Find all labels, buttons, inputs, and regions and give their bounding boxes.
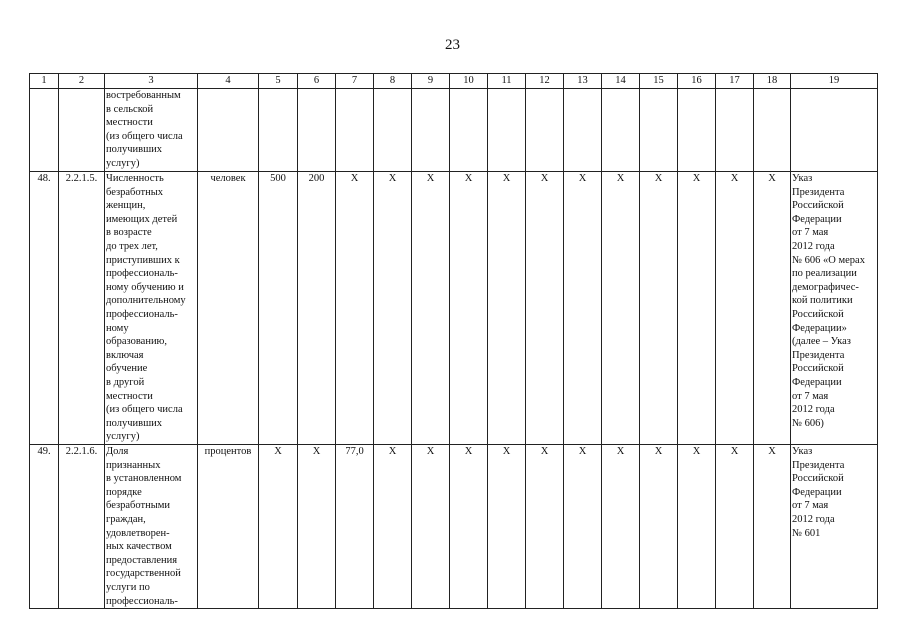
header-cell: 8	[374, 74, 412, 89]
legal-basis-cell: Указ Президента Российской Федерации от 7 мая 2012 года № 601	[791, 445, 878, 609]
value-cell	[374, 89, 412, 172]
value-cell: X	[640, 172, 678, 445]
value-cell: X	[450, 172, 488, 445]
header-cell: 4	[198, 74, 259, 89]
legal-basis-cell	[791, 89, 878, 172]
value-cell: X	[754, 172, 791, 445]
value-cell: 77,0	[336, 445, 374, 609]
value-cell	[640, 89, 678, 172]
indicator-name-cell: Численность безработных женщин, имеющих детей в возрасте до трех лет, приступивших к профессиональ- ному обучению и дополнительному профессиональ- ному образованию, включая обучение в другой местности (из общего числа получивших услугу)	[105, 172, 198, 445]
value-cell: X	[298, 445, 336, 609]
value-cell	[259, 89, 298, 172]
header-cell: 7	[336, 74, 374, 89]
value-cell	[754, 89, 791, 172]
value-cell	[716, 89, 754, 172]
value-cell: X	[412, 172, 450, 445]
value-cell: X	[640, 445, 678, 609]
row-number-cell	[30, 89, 59, 172]
row-code-cell: 2.2.1.6.	[59, 445, 105, 609]
value-cell: X	[678, 172, 716, 445]
value-cell: X	[678, 445, 716, 609]
header-cell: 13	[564, 74, 602, 89]
header-cell: 17	[716, 74, 754, 89]
header-row	[30, 74, 878, 89]
row-number-cell: 48.	[30, 172, 59, 445]
header-cell: 11	[488, 74, 526, 89]
value-cell: X	[754, 445, 791, 609]
header-cell: 14	[602, 74, 640, 89]
header-cell: 3	[105, 74, 198, 89]
table-row	[30, 89, 878, 172]
value-cell: X	[259, 445, 298, 609]
unit-cell	[198, 89, 259, 172]
value-cell	[526, 89, 564, 172]
value-cell: X	[412, 445, 450, 609]
unit-cell: процентов	[198, 445, 259, 609]
value-cell	[412, 89, 450, 172]
value-cell	[678, 89, 716, 172]
indicator-name-cell: востребованным в сельской местности (из общего числа получивших услугу)	[105, 89, 198, 172]
page-number: 23	[445, 37, 460, 53]
value-cell: X	[602, 445, 640, 609]
indicators-table	[29, 73, 878, 609]
table-row	[30, 172, 878, 445]
value-cell: X	[374, 172, 412, 445]
header-cell: 19	[791, 74, 878, 89]
legal-basis-cell: Указ Президента Российской Федерации от 7 мая 2012 года № 606 «О мерах по реализации демографичес- кой политики Российской Федерации» (далее – Указ Президента Российской Федерации от 7 мая 2012 года № 606)	[791, 172, 878, 445]
value-cell: X	[488, 172, 526, 445]
value-cell	[488, 89, 526, 172]
value-cell	[336, 89, 374, 172]
header-cell: 1	[30, 74, 59, 89]
header-cell: 9	[412, 74, 450, 89]
value-cell	[602, 89, 640, 172]
value-cell	[564, 89, 602, 172]
table-row	[30, 445, 878, 609]
header-cell: 2	[59, 74, 105, 89]
value-cell: 500	[259, 172, 298, 445]
value-cell: X	[716, 172, 754, 445]
header-cell: 15	[640, 74, 678, 89]
header-cell: 5	[259, 74, 298, 89]
value-cell: X	[564, 445, 602, 609]
value-cell: X	[602, 172, 640, 445]
header-cell: 6	[298, 74, 336, 89]
value-cell: X	[374, 445, 412, 609]
value-cell	[450, 89, 488, 172]
value-cell: X	[488, 445, 526, 609]
value-cell: X	[716, 445, 754, 609]
indicator-name-cell: Доля признанных в установленном порядке безработными граждан, удовлетворен- ных качеством предоставления государственной услуги по профессиональ-	[105, 445, 198, 609]
header-cell: 10	[450, 74, 488, 89]
row-number-cell: 49.	[30, 445, 59, 609]
row-code-cell: 2.2.1.5.	[59, 172, 105, 445]
header-cell: 12	[526, 74, 564, 89]
value-cell: X	[564, 172, 602, 445]
value-cell: X	[526, 445, 564, 609]
value-cell: X	[450, 445, 488, 609]
row-code-cell	[59, 89, 105, 172]
unit-cell: человек	[198, 172, 259, 445]
value-cell: 200	[298, 172, 336, 445]
header-cell: 16	[678, 74, 716, 89]
header-cell: 18	[754, 74, 791, 89]
value-cell	[298, 89, 336, 172]
value-cell: X	[526, 172, 564, 445]
value-cell: X	[336, 172, 374, 445]
